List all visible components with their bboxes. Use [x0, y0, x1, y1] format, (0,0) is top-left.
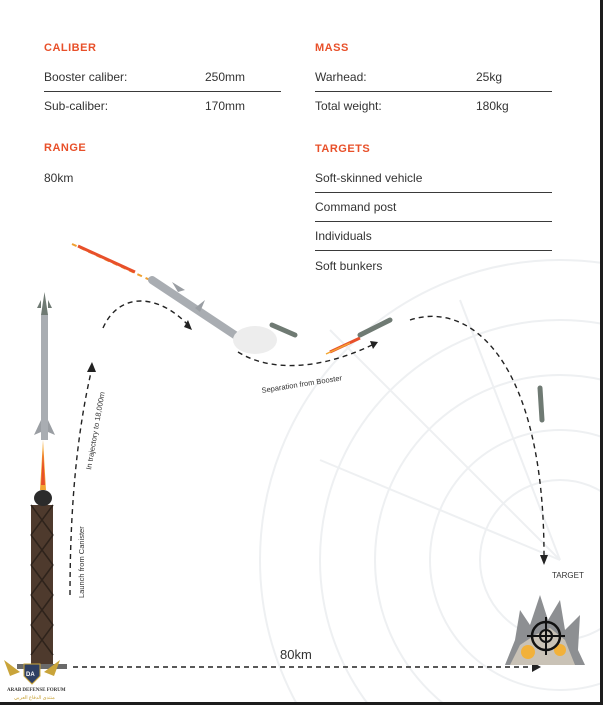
range-value	[44, 171, 164, 200]
range-heading: RANGE	[44, 142, 87, 154]
arrow-head-terminal	[540, 555, 548, 565]
caliber-row-booster	[44, 70, 280, 99]
forum-logo-name: ARAB DEFENSE FORUM	[7, 688, 66, 693]
target-item-label: Soft bunkers	[315, 259, 383, 273]
target-item	[315, 200, 551, 229]
trajectory-climb-path	[103, 301, 188, 328]
missile-vertical	[34, 292, 55, 440]
target-explosion	[505, 595, 585, 665]
launch-from-canister-label: Launch from Canister	[77, 526, 86, 598]
warhead-label: Warhead:	[315, 70, 367, 84]
missile-descending	[540, 388, 542, 420]
targets-heading: TARGETS	[315, 143, 371, 155]
target-item-label: Individuals	[315, 229, 372, 243]
booster-caliber-value: 250mm	[205, 70, 246, 84]
warhead-value: 25kg	[476, 70, 503, 84]
caliber-divider	[44, 91, 281, 92]
target-item	[315, 171, 551, 200]
launch-canister	[17, 490, 67, 669]
booster-caliber-label: Booster caliber:	[44, 70, 128, 84]
trajectory-altitude-label: In trajectory to 18,000m	[84, 391, 107, 471]
target-item-label: Command post	[315, 200, 397, 214]
mass-heading: MASS	[315, 42, 349, 54]
target-label: TARGET	[552, 571, 584, 580]
sub-caliber-label: Sub-caliber:	[44, 99, 109, 113]
target-item	[315, 259, 551, 288]
separation-label: Separation from Booster	[260, 373, 343, 395]
forum-logo-badge: DA	[26, 672, 35, 678]
targets-divider	[315, 221, 552, 222]
targets-divider	[315, 192, 552, 193]
arrow-head-launch	[87, 362, 96, 372]
caliber-row-sub	[44, 99, 280, 128]
mass-row-total	[315, 99, 551, 128]
targets-divider	[315, 250, 552, 251]
target-item-label: Soft-skinned vehicle	[315, 171, 423, 185]
forum-logo-arabic: منتدى الدفاع العربي	[14, 696, 55, 701]
caliber-heading: CALIBER	[44, 42, 97, 54]
total-weight-label: Total weight:	[315, 99, 382, 113]
sub-caliber-value: 170mm	[205, 99, 246, 113]
missile-booster-stage	[72, 244, 277, 354]
mass-row-warhead	[315, 70, 551, 99]
mass-divider	[315, 91, 552, 92]
launch-exhaust-flame	[40, 440, 46, 490]
range-distance-label: 80km	[280, 647, 312, 662]
range-value-text: 80km	[44, 171, 74, 185]
total-weight-value: 180kg	[476, 99, 509, 113]
target-item	[315, 229, 551, 258]
